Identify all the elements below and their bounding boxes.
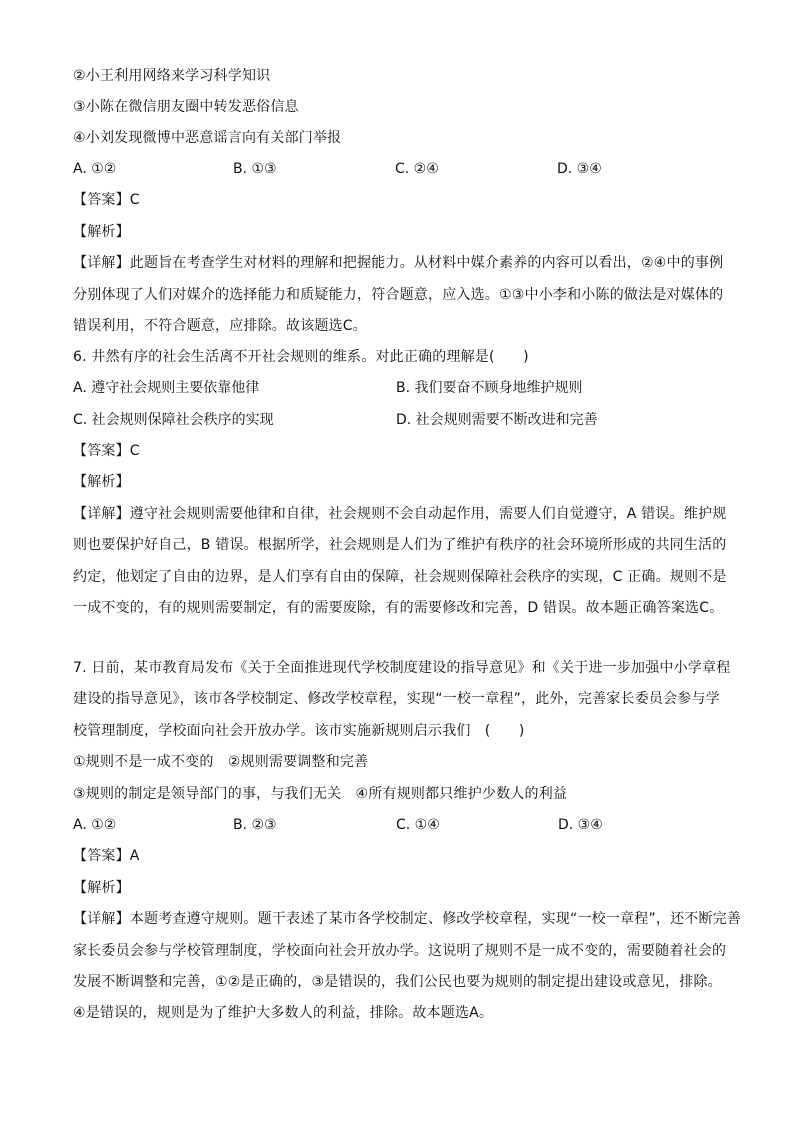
q7-option-a: A. ①② <box>73 817 117 833</box>
q5-option-d: D. ③④ <box>557 161 602 177</box>
q5-item-3: ③小陈在微信朋友圈中转发恶俗信息 <box>73 99 299 115</box>
q6-detail-line: 一成不变的，有的规则需要制定，有的需要废除，有的需要修改和完善，D 错误。故本题正确答案选C。 <box>73 600 724 616</box>
q6-detail-line: 【详解】遵守社会规则需要他律和自律，社会规则不会自动起作用，需要人们自觉遵守，A 错误。维护规 <box>73 506 727 522</box>
q5-answer: 【答案】C <box>73 192 140 208</box>
q7-answer: 【答案】A <box>73 848 140 864</box>
q7-detail-line: 家长委员会参与学校管理制度，学校面向社会开放办学。这说明了规则不是一成不变的，需要随着社会的 <box>73 943 727 959</box>
q5-analysis-heading: 【解析】 <box>73 224 130 240</box>
q7-stem-line: 校管理制度，学校面向社会开放办学。该市实施新规则启示我们 ( ) <box>73 723 525 739</box>
q7-stem-line: 建设的指导意见》，该市各学校制定、修改学校章程，实现“一校一章程”，此外，完善家长委员会参与学 <box>73 691 720 707</box>
q7-detail-line: ④是错误的，规则是为了维护大多数人的利益，排除。故本题选A。 <box>73 1005 494 1021</box>
q6-option-a: A. 遵守社会规则主要依靠他律 <box>73 380 260 396</box>
q6-option-d: D. 社会规则需要不断改进和完善 <box>396 412 598 428</box>
q6-detail-line: 则也要保护好自己，B 错误。根据所学，社会规则是人们为了维护有秩序的社会环境所形成的共同生活的 <box>73 537 727 553</box>
q7-option-b: B. ②③ <box>233 817 277 833</box>
q7-detail-line: 发展不断调整和完善，①②是正确的，③是错误的，我们公民也要为规则的制定提出建设或意见，排除。 <box>73 974 722 990</box>
q5-item-2: ②小王利用网络来学习科学知识 <box>73 68 271 84</box>
q5-item-4: ④小刘发现微博中恶意谣言向有关部门举报 <box>73 130 342 146</box>
q6-stem: 6. 井然有序的社会生活离不开社会规则的维系。对此正确的理解是( ) <box>73 349 529 365</box>
q5-option-c: C. ②④ <box>395 161 439 177</box>
q7-option-c: C. ①④ <box>396 817 440 833</box>
q6-option-c: C. 社会规则保障社会秩序的实现 <box>73 412 274 428</box>
q6-option-b: B. 我们要奋不顾身地维护规则 <box>396 380 583 396</box>
q7-detail-line: 【详解】本题考查遵守规则。题干表述了某市各学校制定、修改学校章程，实现“一校一章程”，还不断完善 <box>73 911 742 927</box>
q7-option-d: D. ③④ <box>558 817 603 833</box>
q6-analysis-heading: 【解析】 <box>73 474 130 490</box>
q5-option-a: A. ①② <box>73 161 117 177</box>
q6-answer: 【答案】C <box>73 443 140 459</box>
q5-option-b: B. ①③ <box>233 161 277 177</box>
q7-stem-line: 7. 日前，某市教育局发布《关于全面推进现代学校制度建设的指导意见》和《关于进一步加强中小学章程 <box>73 660 731 676</box>
q7-analysis-heading: 【解析】 <box>73 880 130 896</box>
q6-detail-line: 约定，他划定了自由的边界，是人们享有自由的保障，社会规则保障社会秩序的实现，C 正确。规则不是 <box>73 569 727 585</box>
q7-item-line: ③规则的制定是领导部门的事，与我们无关 ④所有规则都只维护少数人的利益 <box>73 786 568 802</box>
q5-detail-line: 错误利用，不符合题意，应排除。故该题选C。 <box>73 318 367 334</box>
q5-detail-line: 分别体现了人们对媒介的选择能力和质疑能力，符合题意，应入选。①③中小李和小陈的做法是对媒体的 <box>73 287 724 303</box>
q7-item-line: ①规则不是一成不变的 ②规则需要调整和完善 <box>73 754 369 770</box>
q5-detail-line: 【详解】此题旨在考查学生对材料的理解和把握能力。从材料中媒介素养的内容可以看出，②④中的事例 <box>73 255 724 271</box>
